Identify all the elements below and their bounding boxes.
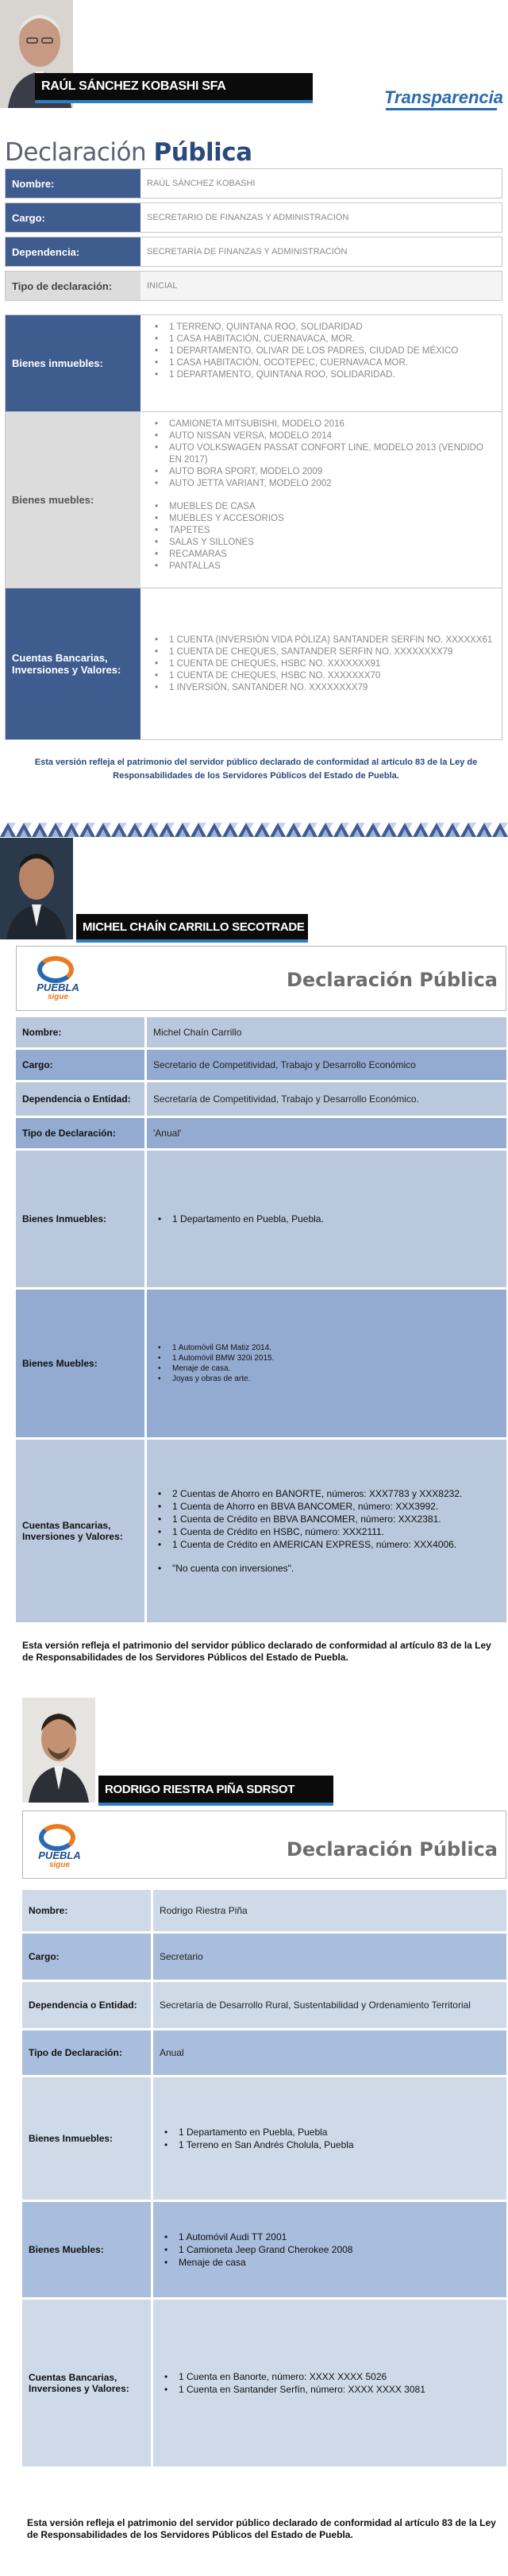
assets-table [5, 314, 502, 740]
info-row-dependencia [22, 1982, 506, 2028]
row-value [147, 1440, 506, 1622]
portrait-photo [22, 1698, 95, 1803]
info-row-tipo [16, 1118, 506, 1148]
info-row-dependencia [5, 237, 502, 267]
list-item: • TAPETES [152, 525, 495, 537]
assets-row-cuentas [6, 588, 502, 739]
title-part-2: Pública [153, 138, 252, 167]
header-title: Declaración Pública [287, 1838, 498, 1861]
list-item: • AUTO BORA SPORT, MODELO 2009 [152, 466, 495, 478]
row-label: Cargo: [16, 1050, 144, 1080]
row-label: Nombre: [6, 169, 140, 198]
page-title [5, 138, 252, 167]
assets-row-muebles [16, 1290, 506, 1437]
info-row-nombre [5, 168, 502, 199]
logo-ring-icon [37, 956, 74, 983]
declaration-chain-carrillo [0, 838, 508, 1679]
row-value: SECRETARÍA DE FINANZAS Y ADMINISTRACIÓN [140, 237, 502, 266]
logo-underline [386, 108, 497, 110]
logo-subtext: sigue [48, 1861, 71, 1869]
declaration-header [16, 946, 506, 1011]
official-name-banner: RODRIGO RIESTRA PIÑA SDRSOT [98, 1776, 333, 1803]
row-label: Bienes Inmuebles: [16, 1151, 144, 1287]
muebles-list [152, 418, 495, 573]
list-item: • 1 Departamento en Puebla, Puebla. [153, 1213, 324, 1225]
row-value [140, 588, 502, 739]
assets-row-muebles [22, 2202, 506, 2297]
row-label: Dependencia o Entidad: [16, 1082, 144, 1116]
row-label: Dependencia o Entidad: [22, 1982, 151, 2028]
row-value: Anual [153, 2030, 506, 2075]
info-row-cargo [22, 1934, 506, 1980]
list-item: • AUTO NISSAN VERSA, MODELO 2014 [152, 430, 495, 442]
assets-row-cuentas [22, 2300, 506, 2466]
declaration-sanchez-kobashi [0, 0, 508, 834]
row-label: Bienes inmuebles: [6, 315, 140, 411]
row-value [147, 1151, 506, 1287]
row-label: Cuentas Bancarias, Inversiones y Valores: [22, 2300, 151, 2466]
list-item: • 1 Departamento en Puebla, Puebla [160, 2126, 354, 2138]
row-value: INICIAL [140, 272, 502, 300]
row-label: Nombre: [16, 1017, 144, 1047]
assets-row-muebles [6, 412, 502, 588]
legal-note: Esta versión refleja el patrimonio del servidor público declarado de conformidad al artículo 83 de la Ley de Responsabilidades de los Servidores Públicos del Estado de Puebla. [34, 758, 478, 781]
row-value [140, 315, 502, 411]
row-value: Secretario de Competitividad, Trabajo y Desarrollo Económico [147, 1050, 506, 1080]
logo-ring-icon [39, 1824, 75, 1851]
muebles-list [160, 2231, 352, 2269]
list-item: • MUEBLES DE CASA [152, 501, 495, 513]
list-item: • RECAMARAS [152, 549, 495, 561]
list-item: • 1 Cuenta en Santander Serfín, número: XXXX XXXX 3081 [160, 2383, 425, 2396]
list-item: • 1 CUENTA DE CHEQUES, HSBC NO. XXXXXXX70 [152, 670, 492, 682]
puebla-logo [28, 1822, 91, 1873]
logo-text: PUEBLA [37, 981, 79, 993]
info-row-nombre [16, 1017, 506, 1047]
decorative-pattern [0, 819, 508, 837]
list-item: • MUEBLES Y ACCESORIOS [152, 513, 495, 525]
list-item: • 1 Cuenta en Banorte, número: XXXX XXXX 5026 [160, 2370, 425, 2383]
list-item: • 1 CUENTA DE CHEQUES, SANTANDER SERFIN NO. XXXXXXXX79 [152, 646, 492, 658]
list-item: • 1 CASA HABITACIÓN, CUERNAVACA, MOR. [152, 334, 495, 345]
row-label: Cargo: [6, 203, 140, 232]
list-item: • 1 DEPARTAMENTO, OLIVAR DE LOS PADRES, CIUDAD DE MÉXICO [152, 345, 495, 357]
declaration-header [22, 1811, 506, 1879]
portrait-illustration [0, 838, 73, 939]
row-value [140, 412, 502, 588]
row-label: Cuentas Bancarias, Inversiones y Valores: [6, 588, 140, 739]
row-value [153, 2202, 506, 2297]
row-label: Bienes Muebles: [22, 2202, 151, 2297]
list-item: • 1 Cuenta de Crédito en AMERICAN EXPRESS, número: XXX4006. [153, 1538, 462, 1551]
list-item: • 1 CASA HABITACIÓN, OCOTEPEC, CUERNAVACA MOR. [152, 357, 495, 369]
row-label: Tipo de declaración: [6, 272, 140, 300]
inmuebles-list [160, 2126, 354, 2151]
row-label: Tipo de Declaración: [16, 1118, 144, 1148]
info-row-tipo [22, 2030, 506, 2075]
list-item: • 1 Cuenta de Crédito en BBVA BANCOMER, número: XXX2381. [153, 1513, 462, 1525]
row-value: Secretaría de Competitividad, Trabajo y Desarrollo Económico. [147, 1082, 506, 1116]
transparencia-logo: Transparencia [383, 87, 503, 107]
row-value: SECRETARIO DE FINANZAS Y ADMINISTRACIÓN [140, 203, 502, 232]
logo-text: PUEBLA [38, 1849, 81, 1861]
info-row-cargo [5, 202, 502, 233]
list-item: • 1 Camioneta Jeep Grand Cherokee 2008 [160, 2243, 352, 2256]
row-label: Nombre: [22, 1890, 151, 1931]
row-value: Rodrigo Riestra Piña [153, 1890, 506, 1931]
row-value [153, 2077, 506, 2200]
muebles-list [153, 1343, 274, 1384]
cuentas-list [160, 2370, 425, 2396]
row-label: Bienes Inmuebles: [22, 2077, 151, 2200]
list-item: • 1 TERRENO, QUINTANA ROO, SOLIDARIDAD [152, 322, 495, 334]
declaration-riestra-pina [0, 1698, 508, 2576]
assets-row-inmuebles [16, 1151, 506, 1287]
list-item: • 1 Automóvil GM Matiz 2014. [153, 1343, 274, 1353]
legal-note: Esta versión refleja el patrimonio del servidor público declarado de conformidad al artículo 83 de la Ley de Responsabilidades de los Servidores Públicos del Estado de Puebla. [27, 2517, 496, 2540]
list-item: • 2 Cuentas de Ahorro en BANORTE, números: XXX7783 y XXX8232. [153, 1487, 462, 1500]
row-label: Dependencia: [6, 237, 140, 266]
list-item: • SALAS Y SILLONES [152, 537, 495, 549]
list-item: • AUTO JETTA VARIANT, MODELO 2002 [152, 478, 495, 490]
official-name-banner: MICHEL CHAÍN CARRILLO SECOTRADE [76, 914, 308, 939]
row-value [153, 2300, 506, 2466]
list-item: • 1 Automóvil Audi TT 2001 [160, 2231, 352, 2243]
row-label: Cuentas Bancarias, Inversiones y Valores: [16, 1440, 144, 1622]
row-value [147, 1290, 506, 1437]
list-item: • PANTALLAS [152, 561, 495, 573]
logo-subtext: sigue [47, 993, 69, 1001]
list-item: • Menaje de casa [160, 2256, 352, 2269]
list-item: • 1 CUENTA DE CHEQUES, HSBC NO. XXXXXXX91 [152, 658, 492, 670]
row-value: RAÚL SÁNCHEZ KOBASHI [140, 169, 502, 198]
list-item: • 1 DEPARTAMENTO, QUINTANA ROO, SOLIDARIDAD. [152, 369, 495, 381]
list-item: • "No cuenta con inversiones". [153, 1562, 462, 1575]
list-item: • 1 Cuenta de Crédito en HSBC, número: XXX2111. [153, 1525, 462, 1538]
title-part-1: Declaración [5, 138, 147, 167]
legal-note: Esta versión refleja el patrimonio del servidor público declarado de conformidad al artículo 83 de la Ley de Responsabilidades de los Servidores Públicos del Estado de Puebla. [22, 1640, 491, 1663]
cuentas-list [152, 634, 492, 694]
info-row-cargo [16, 1050, 506, 1080]
cuentas-list [153, 1487, 462, 1575]
list-item: • 1 INVERSIÓN, SANTANDER NO. XXXXXXXX79 [152, 682, 492, 694]
info-row-tipo [5, 271, 502, 301]
info-table [22, 1890, 506, 2469]
inmuebles-list [153, 1213, 324, 1225]
row-value: 'Anual' [147, 1118, 506, 1148]
portrait-photo [0, 838, 73, 939]
header-title: Declaración Pública [287, 969, 498, 991]
inmuebles-list [152, 322, 495, 381]
row-value: Secretario [153, 1934, 506, 1980]
row-value: Secretaría de Desarrollo Rural, Sustentabilidad y Ordenamiento Territorial [153, 1982, 506, 2028]
portrait-illustration [22, 1698, 95, 1803]
info-table [5, 168, 502, 305]
info-row-dependencia [16, 1082, 506, 1116]
puebla-logo [26, 954, 90, 1005]
list-item: • Menaje de casa. [153, 1363, 274, 1374]
list-item: • 1 Automóvil BMW 320i 2015. [153, 1353, 274, 1363]
row-label: Bienes Muebles: [16, 1290, 144, 1437]
row-value: Michel Chaín Carrillo [147, 1017, 506, 1047]
official-name-banner: RAÚL SÁNCHEZ KOBASHI SFA [35, 73, 313, 100]
info-row-nombre [22, 1890, 506, 1931]
assets-row-inmuebles [22, 2077, 506, 2200]
assets-row-inmuebles [6, 315, 502, 412]
info-table [16, 1017, 506, 1625]
assets-row-cuentas [16, 1440, 506, 1622]
list-item: • 1 CUENTA (INVERSIÓN VIDA PÓLIZA) SANTANDER SERFIN NO. XXXXXX61 [152, 634, 492, 646]
row-label: Tipo de Declaración: [22, 2030, 151, 2075]
list-item: • AUTO VOLKSWAGEN PASSAT CONFORT LINE, MODELO 2013 (VENDIDO EN 2017) [152, 442, 495, 466]
row-label: Bienes muebles: [6, 412, 140, 588]
list-item: • CAMIONETA MITSUBISHI, MODELO 2016 [152, 418, 495, 430]
list-item: • 1 Cuenta de Ahorro en BBVA BANCOMER, número: XXX3992. [153, 1500, 462, 1513]
row-label: Cargo: [22, 1934, 151, 1980]
list-item: • 1 Terreno en San Andrés Cholula, Puebla [160, 2138, 354, 2151]
list-item: • Joyas y obras de arte. [153, 1374, 274, 1384]
